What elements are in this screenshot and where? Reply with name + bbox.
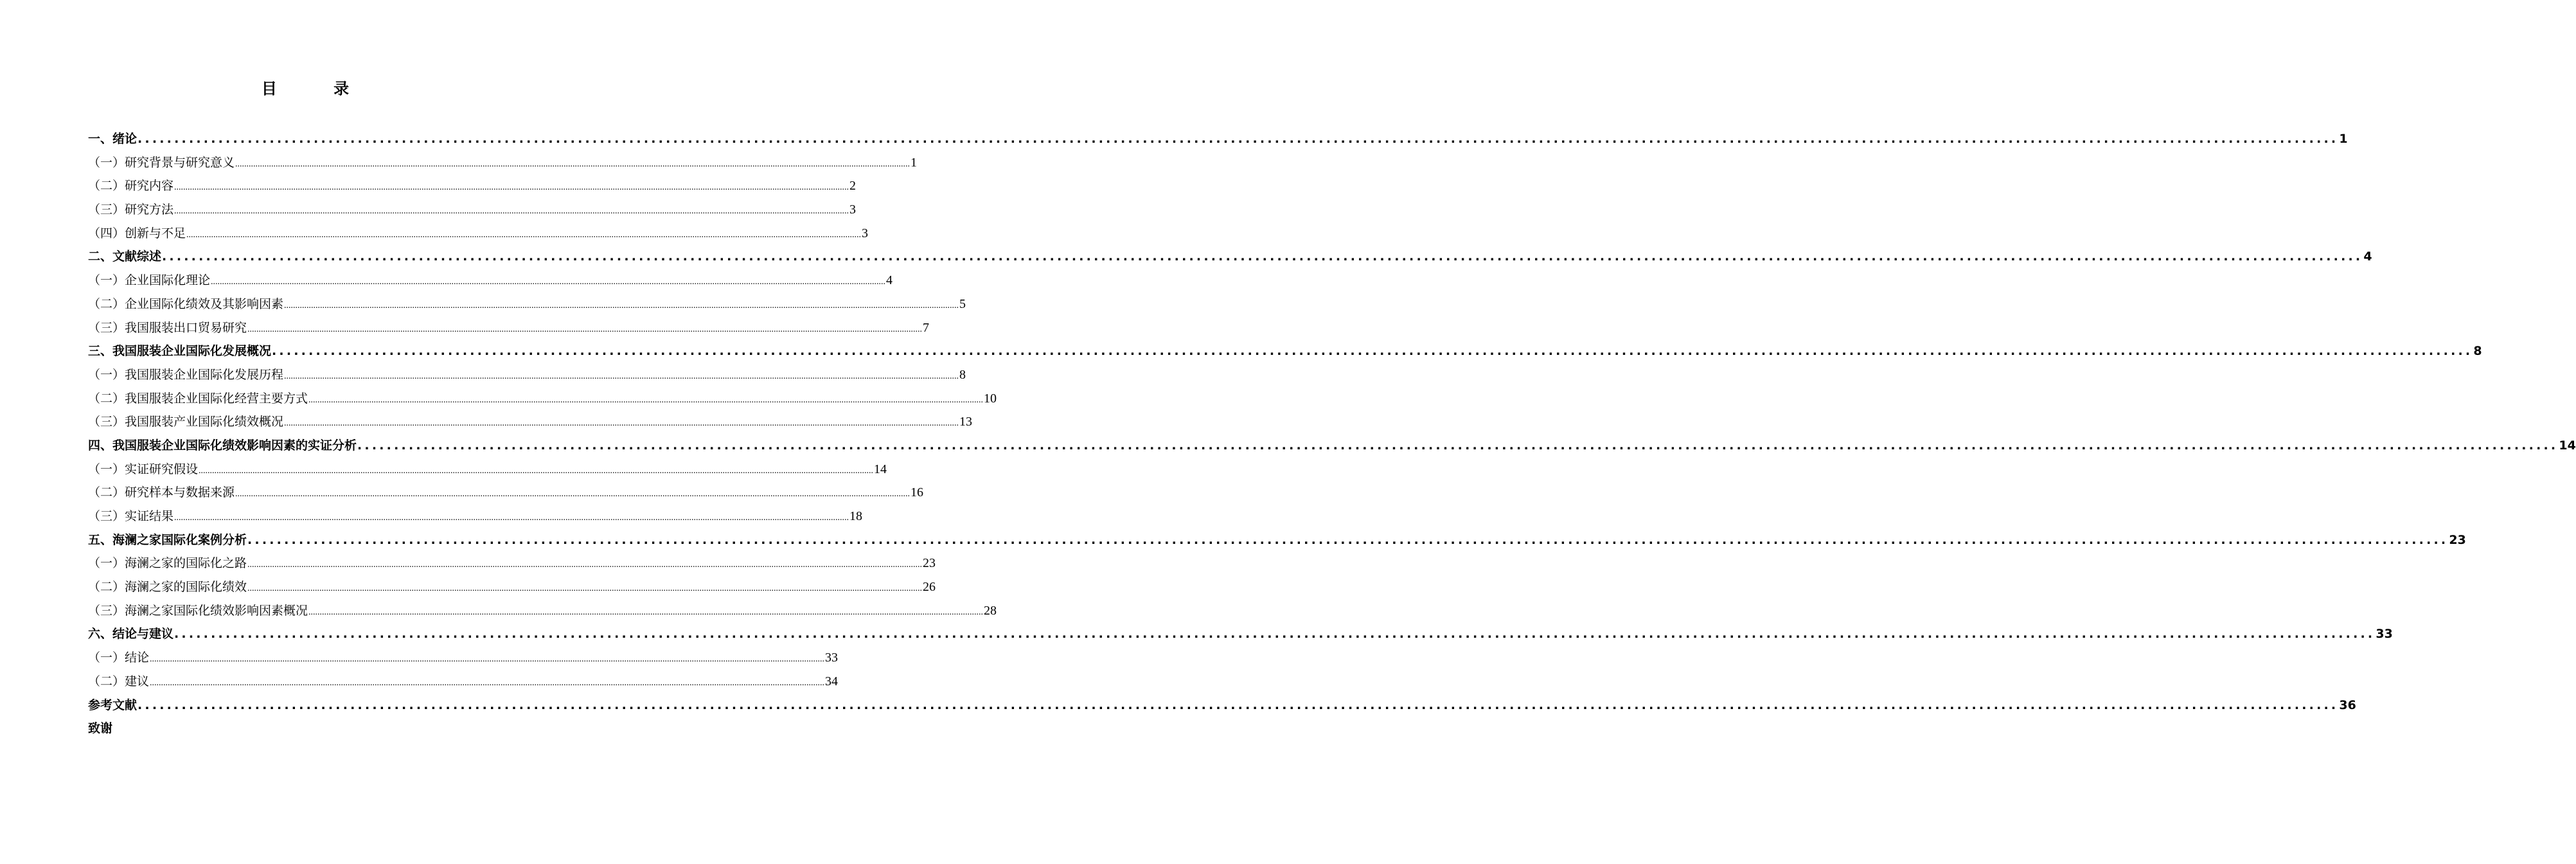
toc-entry[interactable] [88, 717, 513, 741]
toc-entry-label: （一）实证研究假设 [88, 462, 199, 476]
toc-entry-label: （四）创新与不足 [88, 226, 186, 240]
toc-page-number: 13 [959, 415, 973, 429]
toc-entry-label: （三）我国服装出口贸易研究 [88, 320, 247, 335]
toc-entry-label: （二）我国服装企业国际化经营主要方式 [88, 391, 308, 406]
toc-entry-label: （二）海澜之家的国际化绩效 [88, 580, 247, 595]
toc-dot-leader: ............................................................................................................................................................................................................................................................................................................ [284, 300, 959, 310]
toc-entry[interactable] [88, 269, 893, 292]
table-of-contents [88, 127, 2576, 741]
toc-entry-label: （一）我国服装企业国际化发展历程 [88, 367, 284, 382]
toc-entry[interactable] [88, 387, 997, 411]
toc-dot-leader: ............................................................................................................................................................................................................................................................................................................ [308, 607, 984, 617]
toc-entry[interactable] [88, 622, 2393, 646]
toc-page-number: 14 [2559, 438, 2576, 453]
toc-entry-label: （二）研究内容 [88, 179, 174, 194]
toc-dot-leader: ............................................................................................................................................................................................................................................................................................................ [247, 532, 2449, 547]
toc-dot-leader: ............................................................................................................................................................................................................................................................................................................ [235, 489, 910, 500]
toc-entry-label: 三、我国服装企业国际化发展概况 [88, 344, 272, 359]
toc-page-number: 18 [849, 509, 863, 523]
toc-entry[interactable] [88, 363, 966, 387]
toc-page-number: 8 [959, 367, 966, 382]
toc-entry-label: （一）研究背景与研究意义 [88, 155, 235, 170]
toc-entry[interactable] [88, 599, 997, 623]
toc-entry-label: 一、绪论 [88, 132, 138, 146]
toc-page-number: 14 [874, 462, 887, 476]
toc-entry[interactable] [88, 694, 2356, 717]
toc-entry[interactable] [88, 670, 839, 694]
toc-entry[interactable] [88, 481, 924, 505]
toc-page-number: 1 [910, 155, 918, 170]
toc-dot-leader: ............................................................................................................................................................................................................................................................................................................ [199, 465, 874, 476]
toc-entry-label: 四、我国服装企业国际化绩效影响因素的实证分析 [88, 438, 357, 453]
toc-page-number: 1 [2339, 132, 2348, 146]
toc-page-number: 33 [825, 651, 839, 665]
toc-entry[interactable] [88, 245, 2372, 269]
toc-dot-leader: ............................................................................................................................................................................................................................................................................................................ [174, 183, 849, 193]
toc-dot-leader: ............................................................................................................................................................................................................................................................................................................ [150, 678, 825, 688]
toc-entry[interactable] [88, 198, 857, 222]
toc-dot-leader: ............................................................................................................................................................................................................................................................................................................ [138, 698, 2339, 712]
toc-entry[interactable] [88, 458, 887, 482]
toc-entry[interactable] [88, 222, 869, 246]
toc-entry[interactable] [88, 646, 839, 670]
toc-entry-label: （一）企业国际化理论 [88, 273, 211, 288]
toc-entry[interactable] [88, 127, 2348, 151]
toc-entry[interactable] [88, 505, 863, 528]
toc-page-number: 3 [849, 203, 857, 217]
toc-dot-leader: ............................................................................................................................................................................................................................................................................................................ [308, 395, 984, 405]
toc-dot-leader: ............................................................................................................................................................................................................................................................................................................ [284, 419, 959, 429]
toc-entry[interactable] [88, 339, 2482, 363]
toc-entry[interactable] [88, 174, 857, 198]
toc-dot-leader: ............................................................................................................................................................................................................................................................................................................ [174, 206, 849, 217]
toc-page-number: 34 [825, 674, 839, 688]
page-title: 目 录 [261, 80, 375, 98]
toc-page-number: 10 [984, 391, 997, 406]
toc-dot-leader: ............................................................................................................................................................................................................................................................................................................ [357, 438, 2559, 453]
toc-entry[interactable] [88, 292, 966, 316]
toc-entry-label: 致谢 [88, 721, 113, 736]
toc-entry-label: （二）企业国际化绩效及其影响因素 [88, 296, 284, 311]
toc-page-number: 7 [923, 320, 930, 335]
toc-entry[interactable] [88, 575, 936, 599]
toc-page-number: 33 [2376, 627, 2393, 642]
toc-entry[interactable] [88, 410, 973, 434]
toc-dot-leader: ............................................................................................................................................................................................................................................................................................................ [235, 159, 910, 169]
toc-page-number: 28 [984, 603, 997, 618]
toc-entry[interactable] [88, 151, 918, 175]
toc-entry-label: 二、文献综述 [88, 249, 162, 264]
toc-page-number: 4 [2363, 249, 2372, 264]
toc-page-number: 23 [923, 556, 936, 571]
toc-dot-leader: ............................................................................................................................................................................................................................................................................................................ [186, 230, 862, 240]
toc-entry-label: （二）研究样本与数据来源 [88, 485, 235, 500]
toc-dot-leader: ............................................................................................................................................................................................................................................................................................................ [174, 513, 849, 523]
toc-dot-leader: ............................................................................................................................................................................................................................................................................................................ [284, 371, 959, 381]
toc-page-number: 26 [923, 580, 936, 595]
toc-page-number: 4 [886, 273, 893, 288]
toc-entry-label: （二）建议 [88, 674, 150, 688]
toc-dot-leader: ............................................................................................................................................................................................................................................................................................................ [162, 249, 2363, 264]
toc-page-number: 23 [2449, 532, 2466, 547]
toc-page-number: 16 [910, 485, 924, 500]
toc-dot-leader: ............................................................................................................................................................................................................................................................................................................ [272, 344, 2473, 359]
toc-entry[interactable] [88, 528, 2466, 552]
toc-entry-label: 参考文献 [88, 698, 138, 712]
toc-entry[interactable] [88, 316, 930, 340]
toc-page-number: 2 [849, 179, 857, 194]
toc-dot-leader: ............................................................................................................................................................................................................................................................................................................ [174, 627, 2376, 642]
toc-entry-label: （三）实证结果 [88, 509, 174, 523]
toc-entry[interactable] [88, 434, 2576, 458]
toc-entry-label: （一）结论 [88, 651, 150, 665]
toc-dot-leader: ............................................................................................................................................................................................................................................................................................................ [247, 584, 923, 594]
toc-dot-leader: ............................................................................................................................................................................................................................................................................................................ [211, 277, 886, 287]
toc-entry-label: （三）我国服装产业国际化绩效概况 [88, 415, 284, 429]
toc-entry-label: （一）海澜之家的国际化之路 [88, 556, 247, 571]
toc-dot-leader: ............................................................................................................................................................................................................................................................................................................ [150, 654, 825, 665]
toc-page-number: 8 [2473, 344, 2482, 359]
toc-entry-label: （三）海澜之家国际化绩效影响因素概况 [88, 603, 308, 618]
toc-dot-leader: ............................................................................................................................................................................................................................................................................................................ [247, 560, 923, 570]
toc-dot-leader: ............................................................................................................................................................................................................................................................................................................ [247, 324, 923, 334]
toc-page-number: 36 [2339, 698, 2356, 712]
toc-entry[interactable] [88, 552, 936, 575]
toc-page-number: 5 [959, 296, 966, 311]
toc-entry-label: 五、海澜之家国际化案例分析 [88, 532, 247, 547]
toc-page-number: 3 [862, 226, 869, 240]
toc-dot-leader: ............................................................................................................................................................................................................................................................................................................ [138, 132, 2339, 146]
toc-entry-label: 六、结论与建议 [88, 627, 174, 642]
toc-entry-label: （三）研究方法 [88, 203, 174, 217]
